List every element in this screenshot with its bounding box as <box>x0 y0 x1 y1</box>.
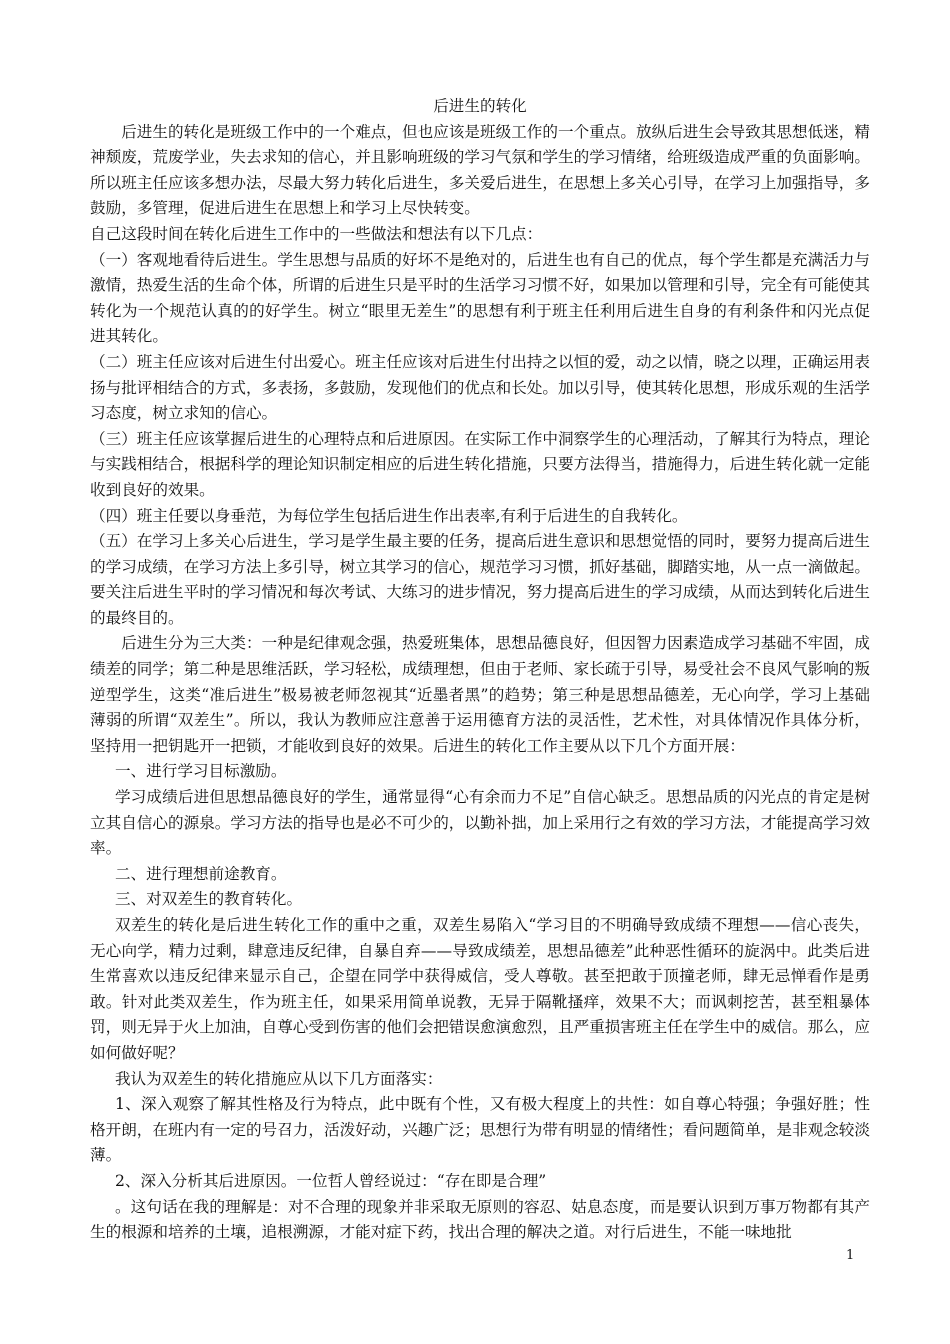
paragraph-intro: 后进生的转化是班级工作中的一个难点，但也应该是班级工作的一个重点。放纵后进生会导致其思想低迷，精神颓废，荒废学业，失去求知的信心，并且影响班级的学习气氛和学生的学习情绪，给班级造成严重的负面影响。所以班主任应该多想办法，尽最大努力转化后进生，多关爱后进生，在思想上多关心引导，在学习上加强指导，多鼓励，多管理，促进后进生在思想上和学习上尽快转变。 <box>90 122 870 218</box>
paragraph-three-types: 后进生分为三大类：一种是纪律观念强，热爱班集体，思想品德良好，但因智力因素造成学习基础不牢固，成绩差的同学；第二种是思维活跃，学习轻松，成绩理想，但由于老师、家长疏于引导，易受社会不良风气影响的叛逆型学生，这类“准后进生”极易被老师忽视其“近墨者黑”的趋势；第三种是思想品德差，无心向学，学习上基础薄弱的所谓“双差生”。所以，我认为教师应注意善于运用德育方法的灵活性，艺术性，对具体情况作具体分析，坚持用一把钥匙开一把锁，才能收到良好的效果。后进生的转化工作主要从以下几个方面开展： <box>90 634 870 755</box>
document-title: 后进生的转化 <box>433 97 527 115</box>
paragraph-points-lead: 自己这段时间在转化后进生工作中的一些做法和想法有以下几点： <box>90 224 543 243</box>
paragraph-measure-2: 2、深入分析其后进原因。一位哲人曾经说过：“存在即是合理” <box>114 1171 547 1190</box>
paragraph-section-1: 学习成绩后进但思想品德良好的学生，通常显得“心有余而力不足”自信心缺乏。思想品质的闪光点的肯定是树立其自信心的源泉。学习方法的指导也是必不可少的，以勤补拙，加上采用行之有效的学习方法，才能提高学习效率。 <box>90 788 870 858</box>
paragraph-double-poor: 双差生的转化是后进生转化工作的重中之重，双差生易陷入“学习目的不明确导致成绩不理想——信心丧失，无心向学，精力过剩，肆意违反纪律，自暴自弃——导致成绩差，思想品德差”此种恶性循环的旋涡中。此类后进生常喜欢以违反纪律来显示自己，企望在同学中获得威信，受人尊敬。甚至把敢于顶撞老师，肆无忌惮看作是勇敢。针对此类双差生，作为班主任，如果采用简单说教，无异于隔靴搔痒，效果不大；而讽刺挖苦，甚至粗暴体罚，则无异于火上加油，自尊心受到伤害的他们会把错误愈演愈烈，且严重损害班主任在学生中的威信。那么，应如何做好呢？ <box>90 916 870 1062</box>
paragraph-measure-1: 1、深入观察了解其性格及行为特点，此中既有个性，又有极大程度上的共性：如自尊心特强；争强好胜；性格开朗，在班内有一定的号召力，活泼好动，兴趣广泛；思想行为带有明显的情绪性；看问题简单，是非观念较淡薄。 <box>90 1095 870 1165</box>
paragraph-point-1: （一）客观地看待后进生。学生思想与品质的好坏不是绝对的，后进生也有自己的优点，每个学生都是充满活力与激情，热爱生活的生命个体，所谓的后进生只是平时的生活学习习惯不好，如果加以管理和引导，完全有可能使其转化为一个规范认真的的好学生。树立“眼里无差生”的思想有利于班主任利用后进生自身的有利条件和闪光点促进其转化。 <box>90 250 870 346</box>
paragraph-point-4: （四）班主任要以身垂范，为每位学生包括后进生作出表率,有利于后进生的自我转化。 <box>90 506 688 525</box>
paragraph-point-3: （三）班主任应该掌握后进生的心理特点和后进原因。在实际工作中洞察学生的心理活动，了解其行为特点，理论与实践相结合，根据科学的理论知识制定相应的后进生转化措施，只要方法得当，措施得力，后进生转化就一定能收到良好的效果。 <box>90 429 870 499</box>
paragraph-point-5: （五）在学习上多关心后进生，学习是学生最主要的任务，提高后进生意识和思想觉悟的同时，要努力提高后进生的学习成绩，在学习方法上多引导，树立其学习的信心，规范学习习惯，抓好基础，脚踏实地，从一点一滴做起。要关注后进生平时的学习情况和每次考试、大练习的进步情况，努力提高后进生的学习成绩，从而达到转化后进生的最终目的。 <box>90 532 870 627</box>
document-page <box>90 94 870 1246</box>
paragraph-point-2: （二）班主任应该对后进生付出爱心。班主任应该对后进生付出持之以恒的爱，动之以情，晓之以理，正确运用表扬与批评相结合的方式，多表扬，多鼓励，发现他们的优点和长处。加以引导，使其转化思想，形成乐观的生活学习态度，树立求知的信心。 <box>90 352 870 423</box>
paragraph-measures-lead: 我认为双差生的转化措施应从以下几方面落实： <box>114 1069 443 1088</box>
section-heading-3: 三、对双差生的教育转化。 <box>114 890 303 909</box>
section-heading-1: 一、进行学习目标激励。 <box>114 762 287 781</box>
paragraph-measure-2-continued: 。这句话在我的理解是：对不合理的现象并非采取无原则的容忍、姑息态度，而是要认识到万事万物都有其产生的根源和培养的土壤，追根溯源，才能对症下药，找出合理的解决之道。对行后进生，不能一味地批 <box>90 1197 870 1242</box>
section-heading-2: 二、进行理想前途教育。 <box>114 864 287 883</box>
page-number: 1 <box>846 1248 855 1263</box>
